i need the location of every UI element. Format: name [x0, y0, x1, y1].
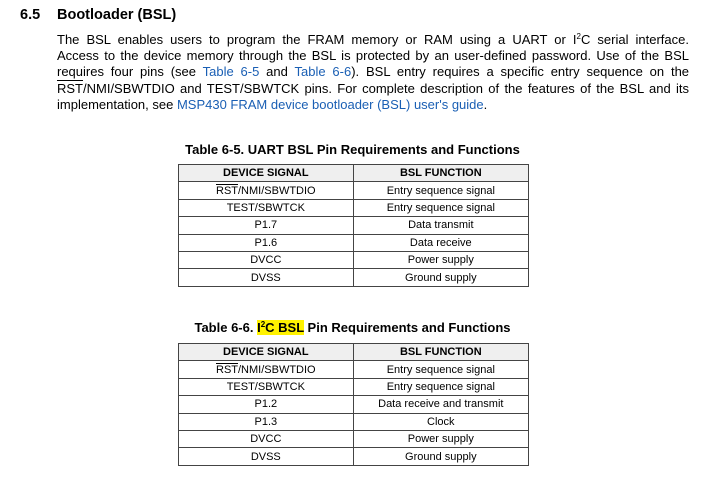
signal-cell: DVCC [179, 251, 354, 268]
text-segment: and [259, 64, 295, 80]
text-segment: /NMI/SBWTDIO and TEST/SBWTCK pins. For complete description of the features of the BSL and its [83, 80, 689, 96]
signal-cell: TEST/SBWTCK [179, 199, 354, 216]
table-row [179, 217, 529, 234]
overlined-text: $\overline{RST}$ [57, 80, 83, 96]
paragraph-line-3 [57, 64, 689, 80]
text-segment: . [483, 96, 488, 112]
function-cell: Entry sequence signal [353, 378, 528, 395]
table-row [179, 234, 529, 251]
table-row [179, 269, 529, 286]
function-cell: Entry sequence signal [353, 361, 528, 378]
table-uart-bsl [178, 164, 529, 287]
function-cell: Data receive [353, 234, 528, 251]
function-cell: Clock [353, 413, 528, 430]
link-table-6-5[interactable]: Table 6-5 [202, 64, 260, 80]
function-cell: Ground supply [353, 269, 528, 286]
table-row [179, 251, 529, 268]
function-cell: Entry sequence signal [353, 182, 528, 199]
text-segment: /NMI/SBWTDIO [238, 184, 316, 197]
table-row [179, 413, 529, 430]
function-cell: Ground supply [353, 448, 528, 465]
table-row [179, 430, 529, 447]
column-header: BSL FUNCTION [353, 344, 528, 361]
text-segment: /NMI/SBWTDIO [238, 363, 316, 376]
paragraph-line-5 [57, 97, 689, 113]
table-row [179, 448, 529, 465]
signal-cell: P1.2 [179, 396, 354, 413]
overlined-text: $\overline{RST}$ [216, 184, 238, 197]
column-header: BSL FUNCTION [353, 165, 528, 182]
paragraph-line-2: Access to the device memory through the BSL is protected by an user-defined password. Use of the BSL [57, 48, 689, 64]
function-cell: Power supply [353, 430, 528, 447]
text-segment: implementation, see [57, 96, 177, 112]
text-segment: ). BSL entry requires a specific entry sequence on the [351, 64, 690, 80]
signal-cell: TEST/SBWTCK [179, 378, 354, 395]
superscript: 2 [576, 32, 581, 41]
signal-cell: P1.7 [179, 217, 354, 234]
signal-cell [179, 361, 354, 378]
paragraph-line-4 [57, 81, 689, 97]
table-i2c-bsl [178, 343, 529, 466]
column-header: DEVICE SIGNAL [179, 165, 354, 182]
overlined-text: $\overline{RST}$ [216, 363, 238, 376]
signal-cell: DVCC [179, 430, 354, 447]
signal-cell: P1.3 [179, 413, 354, 430]
paragraph-line-1 [57, 32, 689, 48]
table-row [179, 361, 529, 378]
highlighted-text [257, 320, 304, 335]
function-cell: Entry sequence signal [353, 199, 528, 216]
text-segment: The BSL enables users to program the FRAM memory or RAM using a UART or I [57, 32, 577, 47]
table-i2c-caption [0, 320, 705, 335]
link-bsl-users-guide[interactable]: MSP430 FRAM device bootloader (BSL) user's guide [176, 96, 484, 112]
signal-cell: P1.6 [179, 234, 354, 251]
signal-cell: DVSS [179, 448, 354, 465]
text-segment: Pin Requirements and Functions [303, 320, 511, 335]
section-title: Bootloader (BSL) [57, 7, 177, 23]
column-header: DEVICE SIGNAL [179, 344, 354, 361]
text-segment: I [257, 320, 261, 335]
text-segment: requires four pins (see [57, 64, 203, 80]
superscript: 2 [260, 320, 266, 329]
section-number: 6.5 [20, 7, 41, 23]
function-cell: Data receive and transmit [353, 396, 528, 413]
table-header-row [179, 344, 529, 361]
text-segment: C BSL [265, 320, 304, 335]
link-table-6-6[interactable]: Table 6-6 [294, 64, 352, 80]
table-header-row [179, 165, 529, 182]
bsl-description-paragraph [57, 32, 689, 113]
function-cell: Data transmit [353, 217, 528, 234]
table-row [179, 378, 529, 395]
table-row [179, 396, 529, 413]
signal-cell [179, 182, 354, 199]
table-uart-caption: Table 6-5. UART BSL Pin Requirements and Functions [185, 142, 520, 157]
signal-cell: DVSS [179, 269, 354, 286]
function-cell: Power supply [353, 251, 528, 268]
table-row [179, 182, 529, 199]
text-segment: C serial interface. [580, 32, 689, 47]
table-row [179, 199, 529, 216]
text-segment: Table 6-6. [194, 320, 258, 335]
